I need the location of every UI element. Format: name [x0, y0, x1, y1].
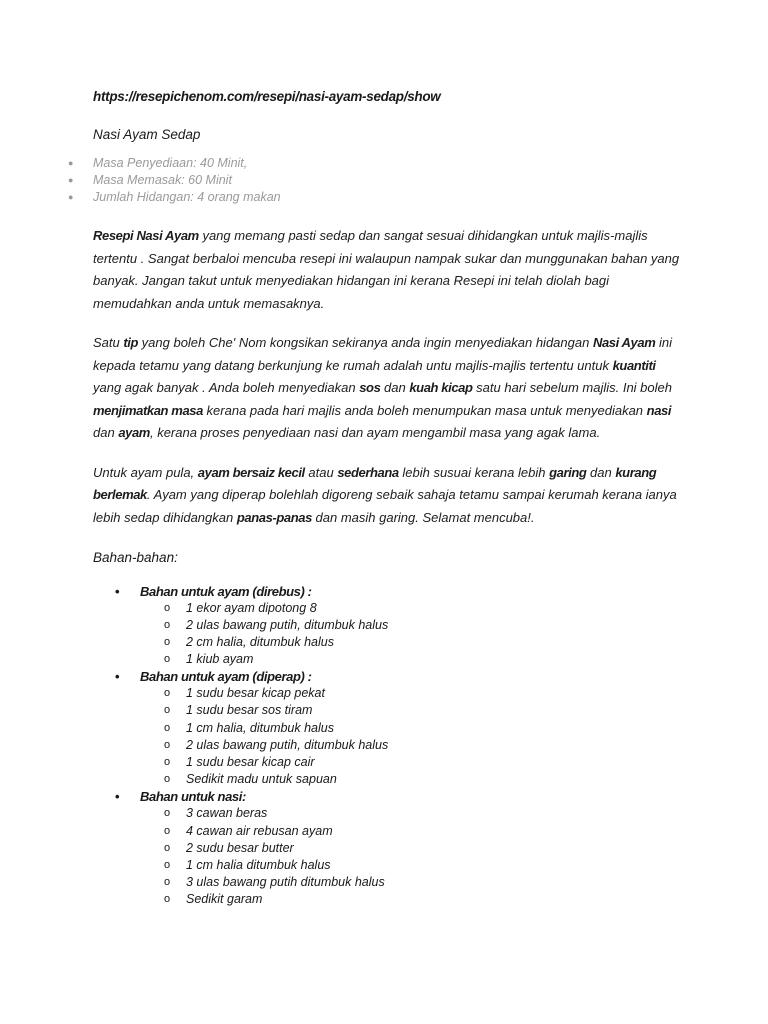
recipe-info-list	[68, 155, 683, 206]
list-item: o 1 sudu besar kicap cair	[93, 754, 683, 771]
bullet-dot-icon: ●	[68, 175, 74, 185]
chicken-paragraph: Untuk ayam pula, ayam bersaiz kecil atau sederhana lebih susuai kerana lebih garing dan kurang berlemak. Ayam yang diperap bolehlah digoreng sebaik sahaja tetamu sampai kerumah kerana ianya lebih sedap dihidangkan panas-panas dan masih garing. Selamat mencuba!.	[93, 464, 677, 525]
ingredient-group	[93, 788, 683, 908]
list-item: o Sedikit madu untuk sapuan	[93, 771, 683, 788]
list-item: o 2 ulas bawang putih, ditumbuk halus	[93, 617, 683, 634]
circle-bullet-icon: o	[164, 653, 171, 666]
bullet-icon: •	[115, 789, 120, 805]
list-item: o 3 cawan beras	[93, 805, 683, 822]
list-item: o 1 kiub ayam	[93, 651, 683, 668]
circle-bullet-icon: o	[164, 824, 171, 837]
ingredients-heading: Bahan-bahan:	[93, 550, 178, 565]
ingredient-list	[93, 685, 683, 788]
recipe-title: Nasi Ayam Sedap	[93, 127, 201, 142]
list-item: o 4 cawan air rebusan ayam	[93, 823, 683, 840]
ingredient-groups	[93, 583, 683, 909]
info-item: ● Jumlah Hidangan: 4 orang makan	[68, 190, 281, 204]
bullet-icon: •	[115, 583, 120, 599]
info-item: ● Masa Memasak: 60 Minit	[68, 173, 232, 187]
circle-bullet-icon: o	[164, 773, 171, 786]
circle-bullet-icon: o	[164, 721, 171, 734]
list-item: o 1 cm halia, ditumbuk halus	[93, 720, 683, 737]
source-url: https://resepichenom.com/resepi/nasi-ayam-sedap/show	[93, 89, 441, 104]
list-item: o 2 ulas bawang putih, ditumbuk halus	[93, 737, 683, 754]
list-item: o Sedikit garam	[93, 891, 683, 908]
list-item: o 2 cm halia, ditumbuk halus	[93, 634, 683, 651]
ingredient-list	[93, 600, 683, 669]
circle-bullet-icon: o	[164, 893, 171, 906]
circle-bullet-icon: o	[164, 841, 171, 854]
group-heading: • Bahan untuk ayam (direbus) :	[115, 583, 312, 599]
list-item: o 1 ekor ayam dipotong 8	[93, 600, 683, 617]
document-content	[68, 86, 683, 909]
ingredient-group	[93, 583, 683, 669]
list-item: o 1 sudu besar kicap pekat	[93, 685, 683, 702]
list-item: o 2 sudu besar butter	[93, 840, 683, 857]
ingredient-group	[93, 668, 683, 788]
list-item: o 1 sudu besar sos tiram	[93, 702, 683, 719]
bullet-icon: •	[115, 669, 120, 685]
circle-bullet-icon: o	[164, 601, 171, 614]
circle-bullet-icon: o	[164, 704, 171, 717]
ingredient-list	[93, 805, 683, 908]
group-heading: • Bahan untuk ayam (diperap) :	[115, 669, 312, 685]
circle-bullet-icon: o	[164, 858, 171, 871]
info-item: ● Masa Penyediaan: 40 Minit,	[68, 156, 248, 170]
intro-paragraph: Resepi Nasi Ayam yang memang pasti sedap dan sangat sesuai dihidangkan untuk majlis-majlis tertentu . Sangat berbaloi mencuba resepi ini walaupun nampak sukar dan munggunakan bahan yang banyak. Jangan takut untuk menyediakan hidangan ini kerana Resepi ini telah diolah bagi memudahkan anda untuk memasaknya.	[93, 228, 680, 311]
list-item: o 1 cm halia ditumbuk halus	[93, 857, 683, 874]
circle-bullet-icon: o	[164, 876, 171, 889]
circle-bullet-icon: o	[164, 687, 171, 700]
bullet-dot-icon: ●	[68, 158, 74, 168]
tip-paragraph: Satu tip yang boleh Che' Nom kongsikan sekiranya anda ingin menyediakan hidangan Nasi Ayam ini kepada tetamu yang datang berkunjung ke rumah adalah untu majlis-majlis tertentu untuk kuantiti yang agak banyak . Anda boleh menyediakan sos dan kuah kicap satu hari sebelum majlis. Ini boleh menjimatkan masa kerana pada hari majlis anda boleh menumpukan masa untuk menyediakan nasi dan ayam, kerana proses penyediaan nasi dan ayam mengambil masa yang agak lama.	[93, 335, 672, 440]
list-item: o 3 ulas bawang putih ditumbuk halus	[93, 874, 683, 891]
circle-bullet-icon: o	[164, 738, 171, 751]
circle-bullet-icon: o	[164, 807, 171, 820]
circle-bullet-icon: o	[164, 635, 171, 648]
circle-bullet-icon: o	[164, 618, 171, 631]
bullet-dot-icon: ●	[68, 192, 74, 202]
circle-bullet-icon: o	[164, 756, 171, 768]
group-heading: • Bahan untuk nasi:	[115, 789, 246, 805]
